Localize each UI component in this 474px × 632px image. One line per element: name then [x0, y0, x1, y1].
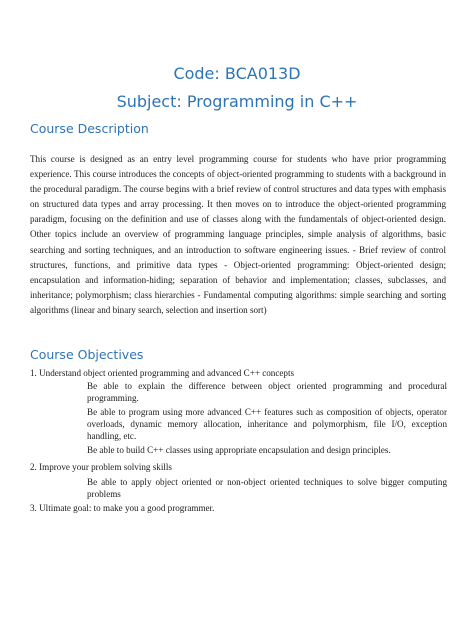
- subject-title: Subject: Programming in C++: [116, 92, 358, 111]
- objective-item-1: 1. Understand object oriented programming and advanced C++ concepts: [30, 368, 295, 378]
- objective-1-sub-1: Be able to explain the difference between object oriented programming and procedural programming.: [87, 381, 447, 403]
- objective-1-sub-3: Be able to build C++ classes using appropriate encapsulation and design principles.: [87, 445, 391, 455]
- course-description-text: This course is designed as an entry level programming course for students who have prior programming experience. This course introduces the concepts of object-oriented programming to students with a background in the procedural paradigm. The course begins with a brief review of control structures and data types with emphasis on structured data types and array processing. It then moves on to introduce the object-oriented programming paradigm, focusing on the definition and use of classes along with the fundamentals of object-oriented design. Other topics include an overview of programming language principles, simple analysis of algorithms, basic searching and sorting techniques, and an introduction to software engineering issues. - Brief review of control structures, functions, and primitive data types - Object-oriented programming: Object-oriented design; encapsulation and information-hiding; separation of behavior and implementation; classes, subclasses, and inheritance; polymorphism; class hierarchies - Fundamental computing algorithms: simple searching and sorting algorithms (linear and binary search, selection and insertion sort): [30, 154, 446, 315]
- objective-item-3: 3. Ultimate goal: to make you a good programmer.: [30, 503, 215, 513]
- objective-1-sub-2: Be able to program using more advanced C++ features such as composition of objects, operator overloads, dynamic memory allocation, inheritance and polymorphism, file I/O, exception handling, etc.: [87, 407, 447, 441]
- course-objectives-heading: Course Objectives: [30, 347, 144, 362]
- course-description-heading: Course Description: [30, 121, 149, 136]
- course-code-title: Code: BCA013D: [173, 64, 301, 83]
- objective-2-sub-1: Be able to apply object oriented or non-object oriented techniques to solve bigger computing problems: [87, 477, 447, 499]
- objective-item-2: 2. Improve your problem solving skills: [30, 462, 172, 472]
